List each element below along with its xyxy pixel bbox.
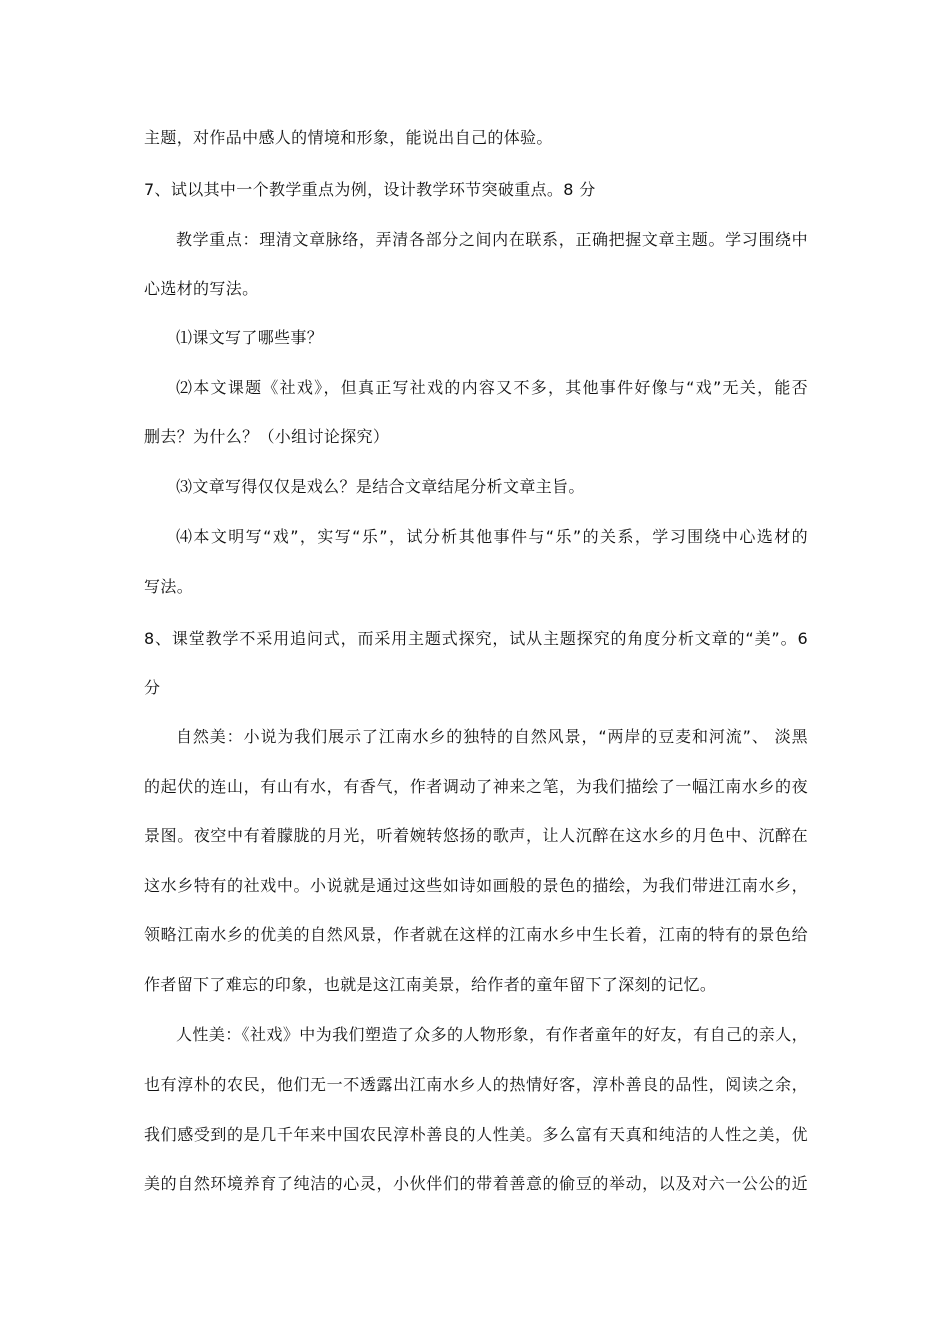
question-7: 7、试以其中一个教学重点为例，设计教学环节突破重点。8 分 bbox=[144, 180, 596, 199]
paragraph-line: 写法。 bbox=[144, 577, 194, 596]
paragraph-line: 领略江南水乡的优美的自然风景，作者就在这样的江南水乡中生长着，江南的特有的景色给 bbox=[144, 925, 808, 944]
paragraph-line: 美的自然环境养育了纯洁的心灵，小伙伴们的带着善意的偷豆的举动，以及对六一公公的近 bbox=[144, 1174, 808, 1193]
paragraph-line: 分 bbox=[144, 678, 161, 697]
paragraph-line: 人性美：《社戏》中为我们塑造了众多的人物形象，有作者童年的好友，有自己的亲人， bbox=[176, 1025, 808, 1044]
list-item: ⑷本文明写“戏”，实写“乐”，试分析其他事件与“乐”的关系，学习围绕中心选材的 bbox=[176, 527, 808, 546]
paragraph-line: 也有淳朴的农民，他们无一不透露出江南水乡人的热情好客，淳朴善良的品性，阅读之余， bbox=[144, 1075, 808, 1094]
list-item: ⑴课文写了哪些事？ bbox=[176, 328, 324, 347]
list-item: ⑶文章写得仅仅是戏么？是结合文章结尾分析文章主旨。 bbox=[176, 477, 585, 496]
paragraph-line: 教学重点：理清文章脉络，弄清各部分之间内在联系，正确把握文章主题。学习围绕中 bbox=[176, 230, 808, 249]
paragraph-line: 的起伏的连山，有山有水，有香气，作者调动了神来之笔，为我们描绘了一幅江南水乡的夜 bbox=[144, 777, 808, 796]
paragraph-line: 作者留下了难忘的印象，也就是这江南美景，给作者的童年留下了深刻的记忆。 bbox=[144, 975, 717, 994]
question-8: 8、课堂教学不采用追问式，而采用主题式探究，试从主题探究的角度分析文章的“美”。6 bbox=[144, 629, 808, 648]
paragraph-line: 我们感受到的是几千年来中国农民淳朴善良的人性美。多么富有天真和纯洁的人性之美，优 bbox=[144, 1125, 808, 1144]
paragraph-line: 景图。夜空中有着朦胧的月光，听着婉转悠扬的歌声，让人沉醉在这水乡的月色中、沉醉在 bbox=[144, 826, 808, 845]
paragraph-line: 删去？为什么？（小组讨论探究） bbox=[144, 427, 390, 446]
paragraph-line: 心选材的写法。 bbox=[144, 279, 259, 298]
paragraph-line: 主题，对作品中感人的情境和形象，能说出自己的体验。 bbox=[144, 128, 553, 147]
paragraph-line: 这水乡特有的社戏中。小说就是通过这些如诗如画般的景色的描绘，为我们带进江南水乡， bbox=[144, 876, 808, 895]
list-item: ⑵本文课题《社戏》，但真正写社戏的内容又不多，其他事件好像与“戏”无关，能否 bbox=[176, 378, 808, 397]
paragraph-line: 自然美：小说为我们展示了江南水乡的独特的自然风景，“两岸的豆麦和河流”、 淡黑 bbox=[176, 727, 808, 746]
